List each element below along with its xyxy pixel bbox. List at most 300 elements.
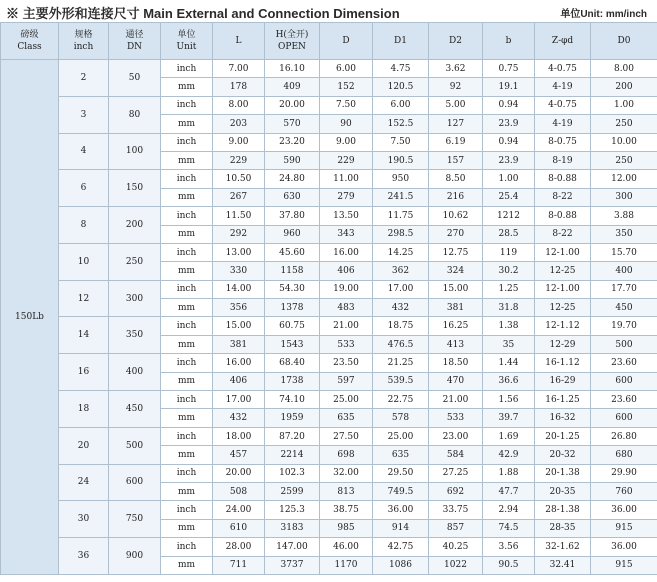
value-cell: 381 [429, 299, 483, 317]
value-cell: 12-1.00 [535, 243, 591, 261]
value-cell: 16.00 [320, 243, 373, 261]
column-header-secondary: Class [17, 42, 42, 52]
value-cell: 23.20 [265, 133, 320, 151]
value-cell: 35 [483, 335, 535, 353]
value-cell: 1378 [265, 299, 320, 317]
unit-cell: mm [161, 446, 213, 464]
value-cell: 8.00 [213, 96, 265, 114]
value-cell: 432 [213, 409, 265, 427]
value-cell: 1212 [483, 207, 535, 225]
table-header-row [1, 23, 657, 60]
value-cell: 630 [265, 188, 320, 206]
size-cell: 16 [59, 354, 109, 391]
value-cell: 413 [429, 335, 483, 353]
value-cell: 4-19 [535, 115, 591, 133]
value-cell: 36.00 [591, 501, 657, 519]
value-cell: 68.40 [265, 354, 320, 372]
value-cell: 539.5 [373, 372, 429, 390]
value-cell: 45.60 [265, 243, 320, 261]
dn-cell: 600 [109, 464, 161, 501]
value-cell: 1.56 [483, 391, 535, 409]
value-cell: 1959 [265, 409, 320, 427]
value-cell: 6.19 [429, 133, 483, 151]
dn-cell: 50 [109, 60, 161, 97]
value-cell: 432 [373, 299, 429, 317]
column-header-primary: b [505, 36, 512, 46]
dn-cell: 100 [109, 133, 161, 170]
value-cell: 915 [591, 519, 657, 537]
value-cell: 46.00 [320, 538, 373, 556]
value-cell: 26.80 [591, 427, 657, 445]
table-row [1, 501, 657, 519]
value-cell: 200 [591, 78, 657, 96]
value-cell: 406 [320, 262, 373, 280]
value-cell: 17.00 [373, 280, 429, 298]
value-cell: 1543 [265, 335, 320, 353]
value-cell: 3.56 [483, 538, 535, 556]
column-header [59, 23, 109, 60]
value-cell: 584 [429, 446, 483, 464]
value-cell: 1170 [320, 556, 373, 574]
value-cell: 12.75 [429, 243, 483, 261]
value-cell: 711 [213, 556, 265, 574]
column-header [483, 23, 535, 60]
value-cell: 2599 [265, 482, 320, 500]
value-cell: 356 [213, 299, 265, 317]
unit-cell: inch [161, 391, 213, 409]
unit-cell: mm [161, 409, 213, 427]
column-header-secondary: inch [73, 42, 94, 52]
value-cell: 23.50 [320, 354, 373, 372]
table-row [1, 354, 657, 372]
value-cell: 9.00 [213, 133, 265, 151]
value-cell: 16-1.25 [535, 391, 591, 409]
unit-cell: mm [161, 372, 213, 390]
value-cell: 950 [373, 170, 429, 188]
dn-cell: 750 [109, 501, 161, 538]
value-cell: 18.50 [429, 354, 483, 372]
value-cell: 125.3 [265, 501, 320, 519]
value-cell: 270 [429, 225, 483, 243]
unit-cell: mm [161, 519, 213, 537]
column-header-primary: Z-φd [551, 36, 574, 46]
size-cell: 10 [59, 243, 109, 280]
unit-cell: inch [161, 354, 213, 372]
value-cell: 152.5 [373, 115, 429, 133]
value-cell: 90 [320, 115, 373, 133]
value-cell: 20-1.25 [535, 427, 591, 445]
table-row [1, 170, 657, 188]
value-cell: 14.00 [213, 280, 265, 298]
value-cell: 13.50 [320, 207, 373, 225]
value-cell: 21.00 [429, 391, 483, 409]
value-cell: 381 [213, 335, 265, 353]
value-cell: 406 [213, 372, 265, 390]
value-cell: 0.94 [483, 133, 535, 151]
table-row [1, 391, 657, 409]
value-cell: 36.00 [591, 538, 657, 556]
value-cell: 32.00 [320, 464, 373, 482]
title-bar [0, 0, 657, 22]
size-cell: 8 [59, 207, 109, 244]
value-cell: 39.7 [483, 409, 535, 427]
value-cell: 23.60 [591, 391, 657, 409]
value-cell: 20-32 [535, 446, 591, 464]
value-cell: 19.70 [591, 317, 657, 335]
value-cell: 3737 [265, 556, 320, 574]
unit-cell: inch [161, 501, 213, 519]
value-cell: 54.30 [265, 280, 320, 298]
value-cell: 16-29 [535, 372, 591, 390]
value-cell: 11.50 [213, 207, 265, 225]
value-cell: 476.5 [373, 335, 429, 353]
value-cell: 31.8 [483, 299, 535, 317]
value-cell: 1.00 [591, 96, 657, 114]
column-header [373, 23, 429, 60]
class-cell: 150Lb [1, 60, 59, 575]
value-cell: 60.75 [265, 317, 320, 335]
value-cell: 4-0.75 [535, 96, 591, 114]
value-cell: 7.50 [373, 133, 429, 151]
value-cell: 300 [591, 188, 657, 206]
column-header-primary: L [235, 36, 242, 46]
value-cell: 28.00 [213, 538, 265, 556]
column-header-primary: D2 [449, 36, 462, 46]
table-row [1, 427, 657, 445]
table-row [1, 243, 657, 261]
value-cell: 15.00 [213, 317, 265, 335]
value-cell: 18.00 [213, 427, 265, 445]
column-header-primary: D1 [394, 36, 407, 46]
column-header [265, 23, 320, 60]
value-cell: 4-19 [535, 78, 591, 96]
value-cell: 203 [213, 115, 265, 133]
column-header-primary: 磅级 [20, 30, 39, 40]
dn-cell: 400 [109, 354, 161, 391]
unit-cell: mm [161, 262, 213, 280]
unit-cell: inch [161, 464, 213, 482]
value-cell: 7.00 [213, 60, 265, 78]
value-cell: 25.4 [483, 188, 535, 206]
value-cell: 3.62 [429, 60, 483, 78]
value-cell: 40.25 [429, 538, 483, 556]
column-header-secondary: DN [126, 42, 143, 52]
value-cell: 147.00 [265, 538, 320, 556]
table-row [1, 280, 657, 298]
value-cell: 3.88 [591, 207, 657, 225]
value-cell: 120.5 [373, 78, 429, 96]
value-cell: 74.5 [483, 519, 535, 537]
value-cell: 42.9 [483, 446, 535, 464]
value-cell: 533 [320, 335, 373, 353]
value-cell: 28-35 [535, 519, 591, 537]
value-cell: 30.2 [483, 262, 535, 280]
value-cell: 343 [320, 225, 373, 243]
value-cell: 409 [265, 78, 320, 96]
value-cell: 760 [591, 482, 657, 500]
value-cell: 87.20 [265, 427, 320, 445]
unit-cell: inch [161, 133, 213, 151]
unit-cell: mm [161, 115, 213, 133]
table-body [1, 60, 657, 575]
value-cell: 27.25 [429, 464, 483, 482]
dn-cell: 900 [109, 538, 161, 575]
value-cell: 8.50 [429, 170, 483, 188]
value-cell: 16-32 [535, 409, 591, 427]
unit-cell: inch [161, 60, 213, 78]
value-cell: 20.00 [265, 96, 320, 114]
size-cell: 30 [59, 501, 109, 538]
value-cell: 23.60 [591, 354, 657, 372]
value-cell: 22.75 [373, 391, 429, 409]
value-cell: 450 [591, 299, 657, 317]
dn-cell: 250 [109, 243, 161, 280]
value-cell: 692 [429, 482, 483, 500]
value-cell: 279 [320, 188, 373, 206]
value-cell: 29.90 [591, 464, 657, 482]
value-cell: 857 [429, 519, 483, 537]
value-cell: 960 [265, 225, 320, 243]
value-cell: 813 [320, 482, 373, 500]
size-cell: 36 [59, 538, 109, 575]
value-cell: 15.70 [591, 243, 657, 261]
value-cell: 24.00 [213, 501, 265, 519]
table-row [1, 96, 657, 114]
value-cell: 500 [591, 335, 657, 353]
value-cell: 578 [373, 409, 429, 427]
value-cell: 241.5 [373, 188, 429, 206]
value-cell: 74.10 [265, 391, 320, 409]
value-cell: 0.75 [483, 60, 535, 78]
page-title: ※ 主要外形和连接尺寸 Main External and Connection Dimension [6, 6, 400, 21]
value-cell: 6.00 [373, 96, 429, 114]
column-header [429, 23, 483, 60]
column-header [320, 23, 373, 60]
value-cell: 1.69 [483, 427, 535, 445]
value-cell: 985 [320, 519, 373, 537]
value-cell: 457 [213, 446, 265, 464]
value-cell: 1.44 [483, 354, 535, 372]
value-cell: 47.7 [483, 482, 535, 500]
value-cell: 16.10 [265, 60, 320, 78]
value-cell: 597 [320, 372, 373, 390]
size-cell: 20 [59, 427, 109, 464]
value-cell: 2214 [265, 446, 320, 464]
value-cell: 21.00 [320, 317, 373, 335]
size-cell: 6 [59, 170, 109, 207]
column-header [1, 23, 59, 60]
value-cell: 400 [591, 262, 657, 280]
unit-cell: mm [161, 225, 213, 243]
value-cell: 13.00 [213, 243, 265, 261]
value-cell: 28-1.38 [535, 501, 591, 519]
value-cell: 229 [213, 151, 265, 169]
value-cell: 4.75 [373, 60, 429, 78]
value-cell: 12.00 [591, 170, 657, 188]
size-cell: 12 [59, 280, 109, 317]
unit-cell: mm [161, 299, 213, 317]
dn-cell: 150 [109, 170, 161, 207]
value-cell: 5.00 [429, 96, 483, 114]
value-cell: 267 [213, 188, 265, 206]
value-cell: 8-0.88 [535, 207, 591, 225]
value-cell: 570 [265, 115, 320, 133]
value-cell: 470 [429, 372, 483, 390]
unit-cell: inch [161, 317, 213, 335]
table-row [1, 538, 657, 556]
value-cell: 610 [213, 519, 265, 537]
value-cell: 19.00 [320, 280, 373, 298]
value-cell: 362 [373, 262, 429, 280]
value-cell: 12-25 [535, 262, 591, 280]
column-header-primary: D [342, 36, 350, 46]
size-cell: 4 [59, 133, 109, 170]
value-cell: 20-35 [535, 482, 591, 500]
value-cell: 15.00 [429, 280, 483, 298]
value-cell: 20.00 [213, 464, 265, 482]
value-cell: 483 [320, 299, 373, 317]
dimension-table [0, 22, 657, 575]
table-row [1, 60, 657, 78]
value-cell: 10.50 [213, 170, 265, 188]
value-cell: 38.75 [320, 501, 373, 519]
value-cell: 590 [265, 151, 320, 169]
value-cell: 152 [320, 78, 373, 96]
value-cell: 23.00 [429, 427, 483, 445]
size-cell: 24 [59, 464, 109, 501]
value-cell: 12-1.00 [535, 280, 591, 298]
value-cell: 0.94 [483, 96, 535, 114]
value-cell: 14.25 [373, 243, 429, 261]
value-cell: 127 [429, 115, 483, 133]
value-cell: 25.00 [373, 427, 429, 445]
dn-cell: 350 [109, 317, 161, 354]
unit-cell: inch [161, 207, 213, 225]
value-cell: 1.38 [483, 317, 535, 335]
value-cell: 12-29 [535, 335, 591, 353]
size-cell: 2 [59, 60, 109, 97]
value-cell: 635 [373, 446, 429, 464]
value-cell: 37.80 [265, 207, 320, 225]
value-cell: 11.75 [373, 207, 429, 225]
unit-cell: inch [161, 243, 213, 261]
value-cell: 680 [591, 446, 657, 464]
value-cell: 92 [429, 78, 483, 96]
value-cell: 229 [320, 151, 373, 169]
dn-cell: 450 [109, 391, 161, 428]
dn-cell: 200 [109, 207, 161, 244]
value-cell: 36.00 [373, 501, 429, 519]
unit-cell: mm [161, 556, 213, 574]
value-cell: 18.75 [373, 317, 429, 335]
value-cell: 17.70 [591, 280, 657, 298]
value-cell: 216 [429, 188, 483, 206]
value-cell: 24.80 [265, 170, 320, 188]
column-header [591, 23, 657, 60]
value-cell: 9.00 [320, 133, 373, 151]
table-row [1, 464, 657, 482]
column-header-primary: 单位 [177, 30, 196, 40]
unit-cell: inch [161, 280, 213, 298]
value-cell: 533 [429, 409, 483, 427]
value-cell: 600 [591, 409, 657, 427]
table-row [1, 133, 657, 151]
value-cell: 21.25 [373, 354, 429, 372]
value-cell: 10.00 [591, 133, 657, 151]
column-header [161, 23, 213, 60]
value-cell: 16-1.12 [535, 354, 591, 372]
value-cell: 42.75 [373, 538, 429, 556]
dn-cell: 80 [109, 96, 161, 133]
value-cell: 23.9 [483, 115, 535, 133]
value-cell: 8.00 [591, 60, 657, 78]
unit-cell: inch [161, 538, 213, 556]
unit-cell: inch [161, 170, 213, 188]
value-cell: 16.25 [429, 317, 483, 335]
column-header-primary: H(全开) [275, 30, 309, 40]
value-cell: 190.5 [373, 151, 429, 169]
value-cell: 915 [591, 556, 657, 574]
value-cell: 28.5 [483, 225, 535, 243]
value-cell: 250 [591, 115, 657, 133]
value-cell: 36.6 [483, 372, 535, 390]
value-cell: 25.00 [320, 391, 373, 409]
value-cell: 11.00 [320, 170, 373, 188]
value-cell: 292 [213, 225, 265, 243]
value-cell: 1086 [373, 556, 429, 574]
table-row [1, 207, 657, 225]
value-cell: 2.94 [483, 501, 535, 519]
value-cell: 1.00 [483, 170, 535, 188]
unit-cell: mm [161, 188, 213, 206]
unit-cell: mm [161, 151, 213, 169]
value-cell: 8-22 [535, 188, 591, 206]
value-cell: 29.50 [373, 464, 429, 482]
value-cell: 635 [320, 409, 373, 427]
column-header-secondary: Unit [176, 42, 197, 52]
value-cell: 16.00 [213, 354, 265, 372]
value-cell: 32-1.62 [535, 538, 591, 556]
value-cell: 4-0.75 [535, 60, 591, 78]
value-cell: 8-0.88 [535, 170, 591, 188]
table-row [1, 317, 657, 335]
value-cell: 10.62 [429, 207, 483, 225]
unit-cell: inch [161, 96, 213, 114]
value-cell: 17.00 [213, 391, 265, 409]
column-header [535, 23, 591, 60]
value-cell: 324 [429, 262, 483, 280]
column-header [213, 23, 265, 60]
value-cell: 12-1.12 [535, 317, 591, 335]
value-cell: 1022 [429, 556, 483, 574]
value-cell: 6.00 [320, 60, 373, 78]
value-cell: 33.75 [429, 501, 483, 519]
value-cell: 330 [213, 262, 265, 280]
value-cell: 350 [591, 225, 657, 243]
unit-cell: mm [161, 78, 213, 96]
size-cell: 18 [59, 391, 109, 428]
value-cell: 914 [373, 519, 429, 537]
value-cell: 600 [591, 372, 657, 390]
value-cell: 1.25 [483, 280, 535, 298]
column-header-primary: 通径 [125, 30, 144, 40]
unit-cell: inch [161, 427, 213, 445]
value-cell: 3183 [265, 519, 320, 537]
value-cell: 749.5 [373, 482, 429, 500]
value-cell: 8-0.75 [535, 133, 591, 151]
unit-cell: mm [161, 335, 213, 353]
unit-label: 单位Unit: mm/inch [560, 9, 647, 20]
